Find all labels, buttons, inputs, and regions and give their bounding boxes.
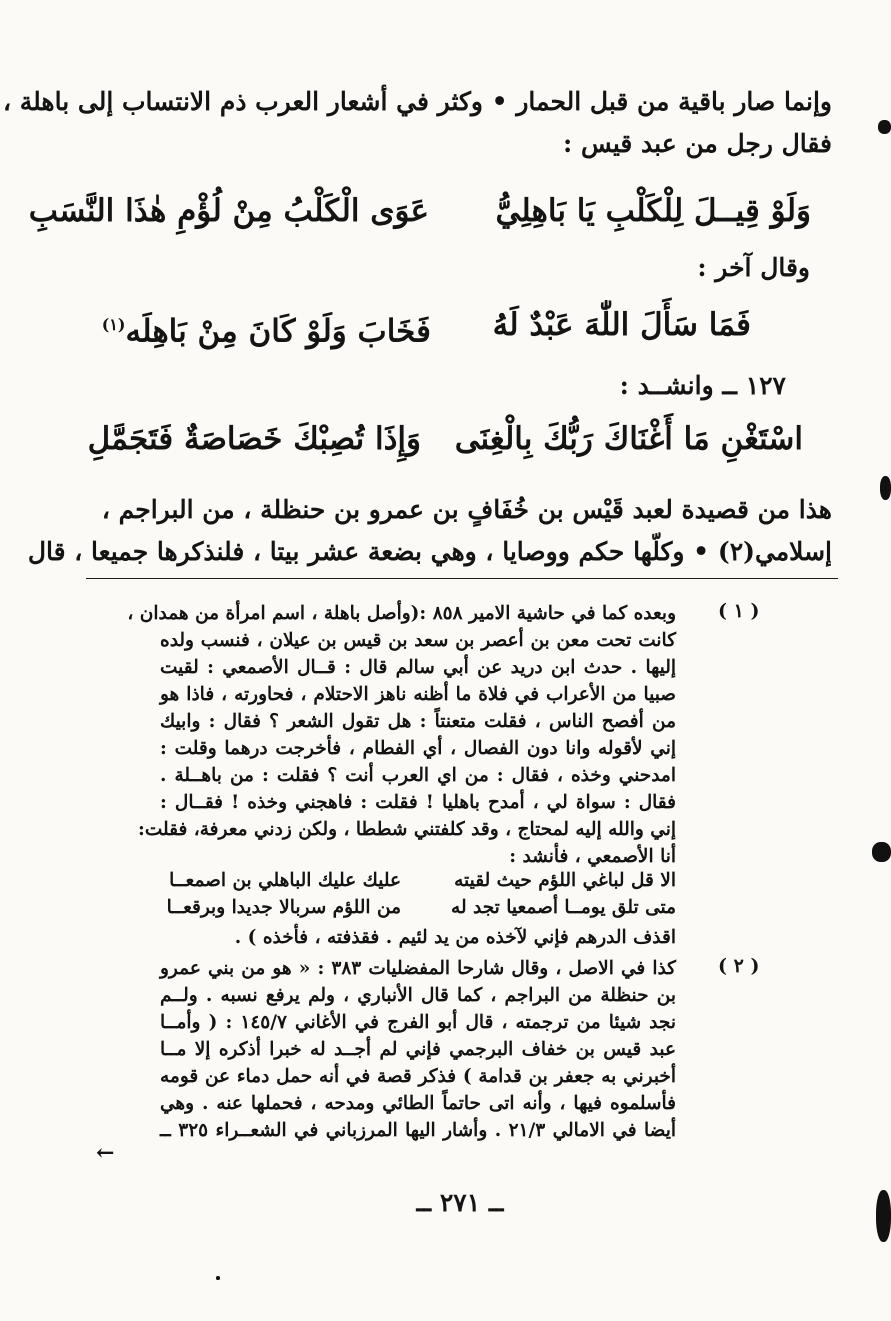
footnote-1-line-6: إني لأقوله وانا دون الفصال ، أي الفطام ، فأخرجت درهما وقلت :: [160, 738, 676, 759]
body-line-1: وإنما صار باقية من قبل الحمار • وكثر في أشعار العرب ذم الانتساب إلى باهلة ،: [2, 87, 832, 116]
footnote-2-line-6: فأسلموه فيها ، وأنه اتى حاتماً الطائي ومدحه ، فحملها عنه . وهي: [160, 1093, 676, 1114]
verse-3-first-half: اسْتَغْنِ مَا أَغْنَاكَ رَبُّكَ بِالْغِنَى: [454, 421, 803, 457]
footnote-1-closing: اقذف الدرهم فإني لآخذه من يد لئيم . فقذفته ، فأخذه ) .: [234, 927, 676, 948]
scan-mark-4: [876, 1190, 891, 1242]
footnote-1-line-7: امدحني وخذه ، فقال : من اي العرب أنت ؟ فقلت : من باهــلة .: [160, 765, 676, 786]
footnote-1-poem-1-second-half: عليك عليك الباهلي بن اصمعــا: [169, 870, 401, 891]
footnote-1-line-2: كانت تحت معن بن أعصر بن سعد بن قيس بن عيلان ، فنسب ولده: [160, 630, 676, 651]
footnote-2-line-1: كذا في الاصل ، وقال شارحا المفضليات ٣٨٣ : « هو من بني عمرو: [160, 958, 676, 979]
footnote-1-line-9: إني والله إليه لمحتاج ، وقد كلفتني شططا ، ولكن زدني معرفة، فقلت:: [138, 819, 676, 840]
body-line-2: فقال رجل من عبد قيس :: [563, 129, 832, 158]
footnote-1-line-8: فقال : سواة لي ، أمدح باهليا ! فقلت : فاهجني وخذه ! فقــال :: [160, 792, 676, 813]
scan-speck: [216, 1276, 220, 1280]
footnote-1-line-3: إليها . حدث ابن دريد عن أبي سالم قال : قــال الأصمعي : لقيت: [160, 657, 676, 678]
verse-2-second-half-text: فَخَابَ وَلَوْ كَانَ مِنْ بَاهِلَه: [125, 313, 431, 350]
footnote-2-line-3: نجد شيئا من ترجمته ، قال أبو الفرج في الأغاني ١٤٥/٧ : ( وأمــا: [160, 1012, 676, 1033]
footnote-2-number: ( ٢ ): [718, 955, 760, 977]
footnote-1-line-10: أنا الأصمعي ، فأنشد :: [509, 846, 676, 867]
footnote-1-number: ( ١ ): [718, 600, 760, 622]
verse-2-first-half: فَمَا سَأَلَ اللّٰهَ عَبْدٌ لَهُ: [492, 307, 751, 343]
footnote-separator: [86, 578, 838, 579]
paragraph-line-2: إسلامي(٢) • وكلّها حكم ووصايا ، وهي بضعة عشر بيتا ، فلنذكرها جميعا ، قال: [27, 537, 832, 566]
footnote-1-line-1: وبعده كما في حاشية الامير ٨٥٨ :(وأصل باهلة ، اسم امرأة من همدان ،: [127, 603, 676, 624]
page-number: ــ ٢٧١ ــ: [416, 1188, 504, 1217]
verse-2-intro: وقال آخر :: [697, 253, 810, 282]
note-ref-1: (١): [101, 315, 126, 334]
verse-3-second-half: وَإِذَا تُصِبْكَ خَصَاصَةٌ فَتَجَمَّلِ: [87, 421, 421, 457]
scan-mark-1: [878, 120, 891, 134]
continue-arrow-icon: ←: [96, 1140, 115, 1166]
scan-mark-2: [880, 476, 891, 500]
verse-1-first-half: وَلَوْ قِيــلَ لِلْكَلْبِ يَا بَاهِلِيُّ: [495, 193, 811, 229]
section-heading: ١٢٧ ــ وانشــد :: [619, 371, 786, 400]
footnote-1-poem-2-second-half: من اللؤم سربالا جديدا وبرقعــا: [166, 897, 401, 918]
footnote-1-line-4: صبيا من الأعراب في فلاة ما أظنه ناهز الاحتلام ، فحاورته ، فاذا هو: [160, 684, 676, 705]
scan-mark-3: [872, 842, 891, 862]
footnote-1-poem-1-first-half: الا قل لباغي اللؤم حيث لقيته: [454, 870, 676, 891]
paragraph-line-1: هذا من قصيدة لعبد قَيْس بن خُفَافٍ بن عمرو بن حنظلة ، من البراجم ،: [101, 495, 832, 524]
footnote-1-poem-2-first-half: متى تلق يومــا أصمعيا تجد له: [451, 897, 676, 918]
footnote-2-line-4: عبد قيس بن خفاف البرجمي فإني لم أجــد له خبرا أذكره إلا مــا: [160, 1039, 676, 1060]
footnote-1-line-5: من أفصح الناس ، فقلت متعنتاً : هل تقول الشعر ؟ فقال : وابيك: [160, 711, 676, 732]
footnote-2-line-5: أخبرني به جعفر بن قدامة ) فذكر قصة في أنه حمل دماء عن قومه: [160, 1066, 676, 1087]
verse-2-second-half: [102, 300, 431, 356]
verse-1-second-half: عَوَى الْكَلْبُ مِنْ لُؤْمِ هٰذَا النَّسَبِ: [28, 193, 429, 229]
footnote-2-line-2: بن حنظلة من البراجم ، كما قال الأنباري ، ولم يرفع نسبه . ولــم: [160, 985, 676, 1006]
footnote-2-line-7: أيضا في الامالي ٢١/٣ . وأشار اليها المرزباني في الشعــراء ٣٢٥ ــ: [160, 1120, 676, 1141]
